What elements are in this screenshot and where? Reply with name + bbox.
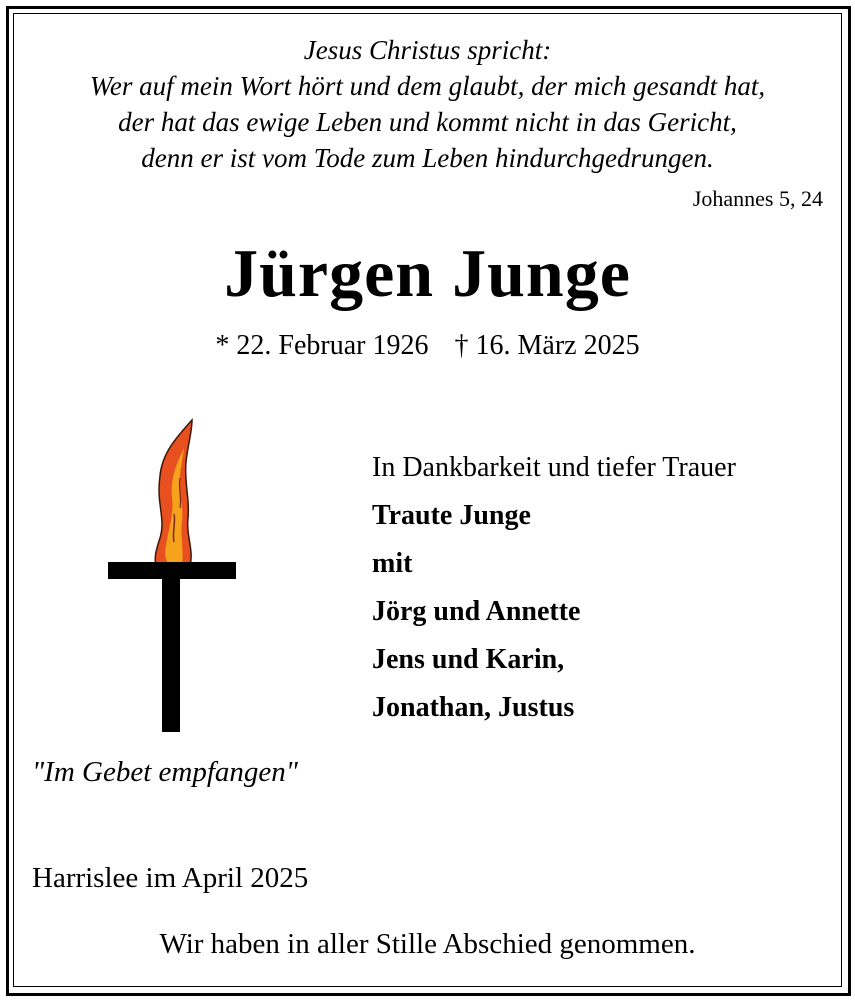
mourner-name: mit — [372, 548, 413, 579]
mourners-intro: In Dankbarkeit und tiefer Trauer — [372, 452, 736, 483]
verse-reference: Johannes 5, 24 — [692, 186, 823, 211]
life-dates — [0, 330, 855, 362]
mourners-block — [372, 444, 736, 732]
deceased-name: Jürgen Junge — [224, 235, 631, 311]
cross-post — [162, 562, 180, 732]
verse-line-1: Jesus Christus spricht: — [303, 35, 552, 65]
mourner-name: Jörg und Annette — [372, 596, 581, 627]
birth-date: * 22. Februar 1926 — [215, 330, 429, 361]
mourner-name: Jens und Karin, — [372, 644, 565, 675]
mourner-name: Traute Junge — [372, 500, 531, 531]
cross-with-flame-icon — [96, 418, 266, 738]
verse-line-2: Wer auf mein Wort hört und dem glaubt, der mich gesandt hat, — [89, 71, 766, 101]
closing-note: Wir haben in aller Stille Abschied genommen. — [159, 928, 696, 960]
death-date: † 16. März 2025 — [454, 330, 640, 361]
place-and-date: Harrislee im April 2025 — [32, 862, 309, 894]
image-caption: "Im Gebet empfangen" — [32, 756, 298, 788]
flame-icon — [155, 420, 192, 566]
verse-line-3: der hat das ewige Leben und kommt nicht in das Gericht, — [118, 107, 737, 137]
mourner-name: Jonathan, Justus — [372, 692, 575, 723]
verse-line-4: denn er ist vom Tode zum Leben hindurchgedrungen. — [141, 143, 714, 173]
